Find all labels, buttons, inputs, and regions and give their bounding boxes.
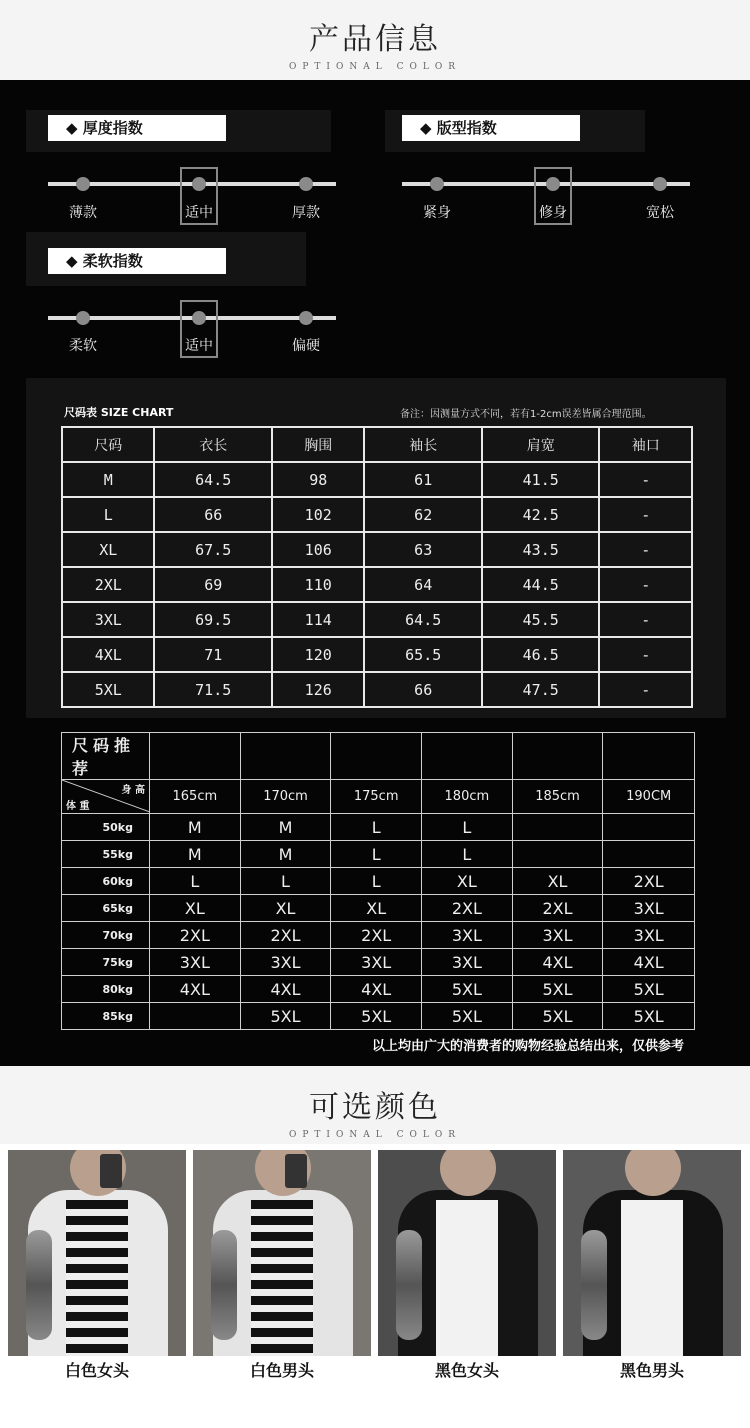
table-row — [62, 868, 695, 895]
thickness-option: 厚款 — [292, 205, 320, 221]
thickness-index-label: ◆ 厚度指数 — [48, 115, 226, 141]
table-cell: 71.5 — [154, 672, 272, 707]
color-label: 黑色男头 — [619, 1361, 684, 1380]
table-cell: 64.5 — [364, 602, 482, 637]
size-chart-table — [61, 426, 693, 708]
table-cell: 3XL — [150, 949, 241, 976]
color-photo — [378, 1150, 556, 1356]
slider-dot — [430, 177, 444, 191]
table-row — [62, 637, 692, 672]
table-cell: 5XL — [603, 1003, 695, 1030]
header-banner — [0, 0, 750, 80]
shirt — [436, 1200, 498, 1356]
softness-index-label: ◆ 柔软指数 — [48, 248, 226, 274]
table-cell: M — [150, 841, 241, 868]
printed-sleeve — [396, 1230, 422, 1340]
table-cell — [603, 814, 695, 841]
page-title: 产品信息 — [309, 22, 441, 57]
table-cell: 69 — [154, 567, 272, 602]
table-cell: 44.5 — [482, 567, 600, 602]
color-options — [0, 1144, 750, 1428]
table-cell: 66 — [364, 672, 482, 707]
table-cell: 120 — [272, 637, 364, 672]
size-chart-note: 备注：因测量方式不同，若有1-2cm误差皆属合理范围。 — [400, 409, 652, 420]
table-cell: 2XL — [240, 922, 331, 949]
table-cell: 41.5 — [482, 462, 600, 497]
recommend-title: 尺码推荐 — [62, 733, 150, 780]
table-cell: - — [599, 462, 692, 497]
table-cell: 4XL — [150, 976, 241, 1003]
table-cell — [512, 733, 603, 780]
table-cell: L — [62, 497, 154, 532]
table-cell: - — [599, 637, 692, 672]
phone — [285, 1154, 307, 1188]
shirt — [621, 1200, 683, 1356]
height-label: 身 高 — [121, 785, 145, 796]
shirt — [251, 1200, 313, 1356]
table-row — [62, 462, 692, 497]
size-recommendation-table — [61, 732, 695, 1030]
table-cell: 3XL — [512, 922, 603, 949]
table-cell: 62 — [364, 497, 482, 532]
table-row — [62, 532, 692, 567]
table-cell: 5XL — [603, 976, 695, 1003]
table-cell: 5XL — [512, 976, 603, 1003]
table-cell: 110 — [272, 567, 364, 602]
table-cell: 3XL — [422, 949, 513, 976]
table-cell: M — [240, 841, 331, 868]
phone — [100, 1154, 122, 1188]
table-cell: 5XL — [422, 976, 513, 1003]
slider-dot — [299, 177, 313, 191]
table-cell: 3XL — [603, 922, 695, 949]
thickness-option: 薄款 — [69, 205, 97, 221]
table-cell: 45.5 — [482, 602, 600, 637]
table-row — [62, 922, 695, 949]
table-cell — [150, 733, 241, 780]
height-header: 170cm — [240, 780, 331, 814]
table-cell: 2XL — [62, 567, 154, 602]
table-cell: 4XL — [62, 637, 154, 672]
table-cell: 衣长 — [154, 427, 272, 462]
table-row — [62, 1003, 695, 1030]
weight-cell: 85kg — [62, 1003, 150, 1030]
table-cell: 5XL — [422, 1003, 513, 1030]
color-label: 白色女头 — [64, 1361, 129, 1380]
table-cell: L — [240, 868, 331, 895]
table-cell: - — [599, 497, 692, 532]
table-cell: 43.5 — [482, 532, 600, 567]
table-cell: L — [331, 868, 422, 895]
table-cell: - — [599, 567, 692, 602]
table-cell — [331, 733, 422, 780]
weight-cell: 65kg — [62, 895, 150, 922]
fit-option: 修身 — [539, 205, 567, 221]
thickness-option: 适中 — [185, 205, 213, 221]
softness-option: 偏硬 — [292, 338, 320, 354]
table-row — [62, 567, 692, 602]
table-cell: L — [331, 814, 422, 841]
table-cell: 71 — [154, 637, 272, 672]
table-cell: L — [422, 814, 513, 841]
recommendation-footnote: 以上均由广大的消费者的购物经验总结出来，仅供参考 — [372, 1039, 685, 1054]
table-cell: 5XL — [62, 672, 154, 707]
table-cell: 126 — [272, 672, 364, 707]
height-weight-corner — [62, 780, 150, 814]
weight-label: 体 重 — [66, 801, 90, 812]
recommend-title-row — [62, 733, 695, 780]
table-cell — [603, 733, 695, 780]
weight-cell: 75kg — [62, 949, 150, 976]
table-cell: L — [422, 841, 513, 868]
table-cell: M — [150, 814, 241, 841]
weight-cell: 60kg — [62, 868, 150, 895]
color-label: 白色男头 — [249, 1361, 314, 1380]
table-cell: 46.5 — [482, 637, 600, 672]
weight-cell: 55kg — [62, 841, 150, 868]
table-cell — [150, 1003, 241, 1030]
table-cell: 3XL — [62, 602, 154, 637]
table-cell: 66 — [154, 497, 272, 532]
shirt — [66, 1200, 128, 1356]
colors-subtitle: OPTIONAL COLOR — [289, 1130, 461, 1140]
table-cell — [512, 814, 603, 841]
table-cell: 4XL — [512, 949, 603, 976]
weight-cell: 80kg — [62, 976, 150, 1003]
table-cell: 61 — [364, 462, 482, 497]
height-header: 185cm — [512, 780, 603, 814]
table-row — [62, 672, 692, 707]
table-cell: XL — [240, 895, 331, 922]
table-cell: 5XL — [240, 1003, 331, 1030]
size-chart-title: 尺码表 SIZE CHART — [64, 406, 174, 419]
table-cell: 5XL — [512, 1003, 603, 1030]
printed-sleeve — [211, 1230, 237, 1340]
table-cell: 106 — [272, 532, 364, 567]
table-cell: 67.5 — [154, 532, 272, 567]
table-cell: 64.5 — [154, 462, 272, 497]
table-cell: - — [599, 672, 692, 707]
table-cell: L — [150, 868, 241, 895]
table-cell: 2XL — [150, 922, 241, 949]
colors-banner — [0, 1066, 750, 1144]
table-cell: 114 — [272, 602, 364, 637]
table-cell: 65.5 — [364, 637, 482, 672]
table-cell: 3XL — [240, 949, 331, 976]
table-row — [62, 841, 695, 868]
table-cell: 63 — [364, 532, 482, 567]
weight-cell: 70kg — [62, 922, 150, 949]
table-cell: - — [599, 602, 692, 637]
table-cell: 袖长 — [364, 427, 482, 462]
height-header: 165cm — [150, 780, 241, 814]
table-cell — [603, 841, 695, 868]
table-cell: 102 — [272, 497, 364, 532]
slider-dot — [299, 311, 313, 325]
table-cell: 5XL — [331, 1003, 422, 1030]
fit-index-label: ◆ 版型指数 — [402, 115, 580, 141]
page-subtitle: OPTIONAL COLOR — [289, 62, 461, 72]
fit-option: 紧身 — [423, 205, 451, 221]
height-header-row — [62, 780, 695, 814]
slider-dot — [76, 311, 90, 325]
slider-dot — [653, 177, 667, 191]
table-cell: 4XL — [240, 976, 331, 1003]
table-cell: 69.5 — [154, 602, 272, 637]
table-cell: M — [240, 814, 331, 841]
table-cell: 98 — [272, 462, 364, 497]
weight-cell: 50kg — [62, 814, 150, 841]
table-cell: 2XL — [603, 868, 695, 895]
table-row — [62, 602, 692, 637]
table-cell: XL — [150, 895, 241, 922]
table-cell: 47.5 — [482, 672, 600, 707]
table-cell: XL — [512, 868, 603, 895]
softness-option: 柔软 — [69, 338, 97, 354]
table-row — [62, 814, 695, 841]
fit-option: 宽松 — [646, 205, 674, 221]
table-header-row — [62, 427, 692, 462]
slider-dot — [76, 177, 90, 191]
table-cell: XL — [422, 868, 513, 895]
table-cell: 2XL — [512, 895, 603, 922]
table-row — [62, 895, 695, 922]
table-cell: 4XL — [603, 949, 695, 976]
color-photo — [563, 1150, 741, 1356]
printed-sleeve — [581, 1230, 607, 1340]
colors-title: 可选颜色 — [309, 1090, 441, 1125]
table-cell: - — [599, 532, 692, 567]
table-row — [62, 949, 695, 976]
color-photo — [8, 1150, 186, 1356]
table-cell: 胸围 — [272, 427, 364, 462]
table-cell: M — [62, 462, 154, 497]
table-cell: 肩宽 — [482, 427, 600, 462]
color-label: 黑色女头 — [434, 1361, 499, 1380]
table-cell: L — [331, 841, 422, 868]
table-cell: 3XL — [603, 895, 695, 922]
table-cell: 2XL — [422, 895, 513, 922]
table-cell: 2XL — [331, 922, 422, 949]
table-cell: 袖口 — [599, 427, 692, 462]
table-cell — [240, 733, 331, 780]
table-cell: 3XL — [331, 949, 422, 976]
table-cell — [422, 733, 513, 780]
table-cell: 4XL — [331, 976, 422, 1003]
table-cell: XL — [331, 895, 422, 922]
height-header: 175cm — [331, 780, 422, 814]
table-cell: XL — [62, 532, 154, 567]
table-cell — [512, 841, 603, 868]
table-cell: 64 — [364, 567, 482, 602]
color-photo — [193, 1150, 371, 1356]
height-header: 180cm — [422, 780, 513, 814]
table-cell: 3XL — [422, 922, 513, 949]
height-header: 190CM — [603, 780, 695, 814]
softness-option: 适中 — [185, 338, 213, 354]
table-row — [62, 976, 695, 1003]
table-row — [62, 497, 692, 532]
table-cell: 尺码 — [62, 427, 154, 462]
product-info-section — [0, 80, 750, 1066]
table-cell: 42.5 — [482, 497, 600, 532]
printed-sleeve — [26, 1230, 52, 1340]
